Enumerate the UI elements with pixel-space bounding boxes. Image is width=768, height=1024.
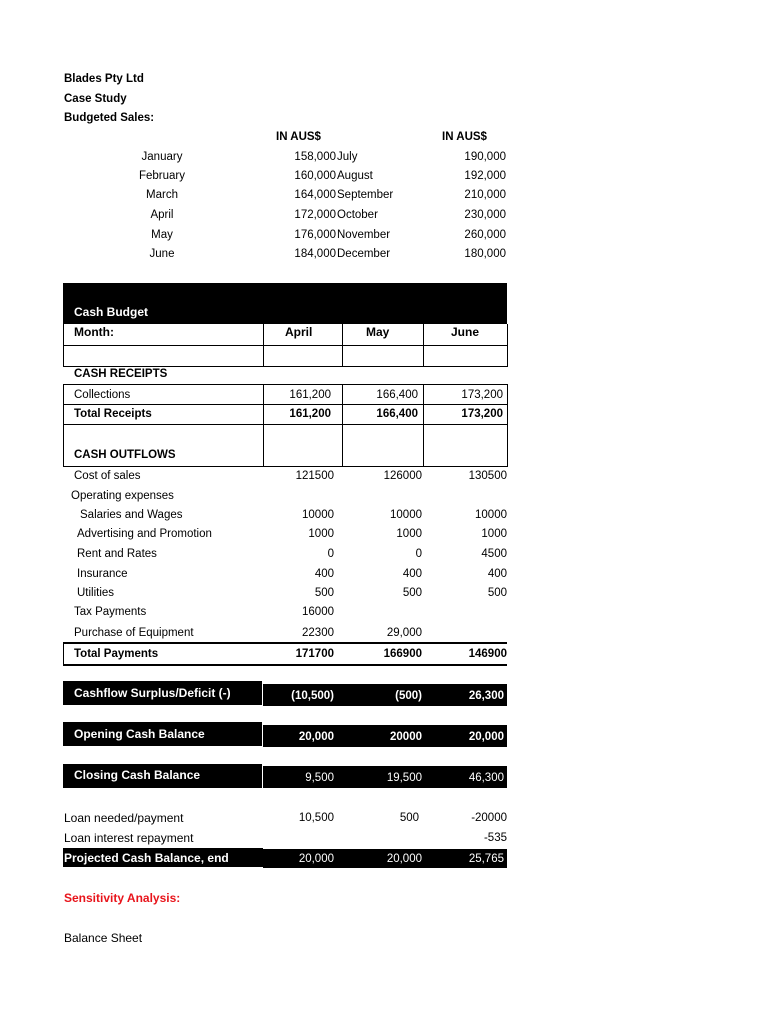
grid-line bbox=[342, 324, 343, 367]
cash-outflows-heading: CASH OUTFLOWS bbox=[74, 449, 176, 461]
closing-may: 19,500 bbox=[386, 772, 422, 784]
total-receipts-june: 173,200 bbox=[461, 408, 503, 420]
loan-label: Loan needed/payment bbox=[64, 811, 184, 825]
grid-line bbox=[63, 424, 507, 425]
projected-june: 25,765 bbox=[468, 853, 504, 865]
utilities-may: 500 bbox=[402, 587, 422, 599]
interest-label: Loan interest repayment bbox=[64, 831, 194, 845]
sales-value: 172,000 bbox=[294, 209, 336, 221]
advertising-may: 1000 bbox=[396, 528, 422, 540]
sales-month: September bbox=[337, 189, 394, 201]
surplus-april: (10,500) bbox=[291, 690, 334, 702]
grid-line bbox=[63, 404, 507, 405]
collections-june: 173,200 bbox=[461, 389, 503, 401]
sales-value: 230,000 bbox=[464, 209, 506, 221]
salaries-june: 10000 bbox=[475, 509, 507, 521]
advertising-label: Advertising and Promotion bbox=[77, 528, 212, 540]
opening-june: 20,000 bbox=[468, 731, 504, 743]
grid-line bbox=[63, 466, 507, 467]
sales-value: 164,000 bbox=[294, 189, 336, 201]
month-label: Month: bbox=[74, 325, 114, 339]
cost-of-sales-label: Cost of sales bbox=[74, 470, 141, 482]
utilities-june: 500 bbox=[487, 587, 507, 599]
rent-april: 0 bbox=[327, 548, 334, 560]
equipment-label: Purchase of Equipment bbox=[74, 627, 194, 639]
total-payments-left-border bbox=[63, 642, 64, 666]
sales-value: 160,000 bbox=[294, 170, 336, 182]
sales-month: January bbox=[141, 151, 183, 163]
opening-april: 20,000 bbox=[298, 731, 334, 743]
month-header-may: May bbox=[366, 325, 390, 339]
sales-month: March bbox=[146, 189, 178, 201]
grid-line bbox=[63, 384, 64, 467]
total-payments-june: 146900 bbox=[468, 648, 507, 660]
loan-april: 10,500 bbox=[298, 812, 334, 824]
equipment-may: 29,000 bbox=[386, 627, 422, 639]
loan-may: 500 bbox=[399, 812, 419, 824]
equipment-april: 22300 bbox=[302, 627, 334, 639]
rent-label: Rent and Rates bbox=[77, 548, 157, 560]
grid-line bbox=[263, 324, 264, 367]
grid-line bbox=[63, 345, 507, 346]
closing-april: 9,500 bbox=[305, 772, 334, 784]
sales-value: 190,000 bbox=[464, 151, 506, 163]
total-receipts-label: Total Receipts bbox=[74, 408, 152, 420]
currency-label-right: IN AUS$ bbox=[442, 131, 487, 143]
sales-month: August bbox=[337, 170, 373, 182]
utilities-april: 500 bbox=[314, 587, 334, 599]
surplus-june: 26,300 bbox=[468, 690, 504, 702]
grid-line bbox=[507, 324, 508, 367]
cash-receipts-heading: CASH RECEIPTS bbox=[74, 368, 168, 380]
operating-expenses-label: Operating expenses bbox=[71, 490, 174, 502]
closing-label: Closing Cash Balance bbox=[74, 768, 201, 782]
balance-sheet-heading: Balance Sheet bbox=[64, 931, 143, 945]
sales-value: 210,000 bbox=[464, 189, 506, 201]
month-header-april: April bbox=[285, 325, 313, 339]
total-payments-april: 171700 bbox=[295, 648, 334, 660]
projected-april: 20,000 bbox=[298, 853, 334, 865]
total-payments-top-border bbox=[63, 642, 507, 644]
insurance-may: 400 bbox=[402, 568, 422, 580]
interest-june: -535 bbox=[483, 832, 507, 844]
sales-month: February bbox=[138, 170, 186, 182]
sensitivity-analysis-heading: Sensitivity Analysis: bbox=[64, 891, 181, 905]
sales-month: December bbox=[337, 248, 391, 260]
sales-month: May bbox=[151, 229, 173, 241]
sales-month: October bbox=[337, 209, 378, 221]
grid-line bbox=[507, 384, 508, 467]
rent-may: 0 bbox=[415, 548, 422, 560]
collections-label: Collections bbox=[74, 389, 131, 401]
case-study-label: Case Study bbox=[64, 93, 127, 105]
grid-line bbox=[423, 324, 424, 367]
opening-may: 20000 bbox=[390, 731, 422, 743]
advertising-june: 1000 bbox=[481, 528, 507, 540]
tax-april: 16000 bbox=[302, 606, 334, 618]
total-payments-may: 166900 bbox=[383, 648, 422, 660]
insurance-april: 400 bbox=[314, 568, 334, 580]
closing-june: 46,300 bbox=[468, 772, 504, 784]
sales-value: 184,000 bbox=[294, 248, 336, 260]
opening-label: Opening Cash Balance bbox=[74, 727, 205, 741]
sales-value: 176,000 bbox=[294, 229, 336, 241]
total-payments-bottom-border bbox=[63, 664, 507, 666]
utilities-label: Utilities bbox=[77, 587, 115, 599]
sales-value: 158,000 bbox=[294, 151, 336, 163]
month-header-june: June bbox=[451, 325, 480, 339]
rent-june: 4500 bbox=[481, 548, 507, 560]
currency-label-left: IN AUS$ bbox=[276, 131, 321, 143]
projected-may: 20,000 bbox=[386, 853, 422, 865]
cost-of-sales-may: 126000 bbox=[383, 470, 422, 482]
surplus-label: Cashflow Surplus/Deficit (-) bbox=[74, 686, 231, 700]
cash-budget-title: Cash Budget bbox=[74, 305, 149, 319]
total-payments-label: Total Payments bbox=[74, 648, 159, 660]
sales-month: April bbox=[150, 209, 174, 221]
salaries-label: Salaries and Wages bbox=[80, 509, 183, 521]
projected-label: Projected Cash Balance, end bbox=[64, 851, 229, 865]
collections-may: 166,400 bbox=[376, 389, 418, 401]
advertising-april: 1000 bbox=[308, 528, 334, 540]
surplus-may: (500) bbox=[395, 690, 422, 702]
sales-month: June bbox=[149, 248, 175, 260]
cost-of-sales-april: 121500 bbox=[295, 470, 334, 482]
cost-of-sales-june: 130500 bbox=[468, 470, 507, 482]
company-name: Blades Pty Ltd bbox=[64, 73, 144, 85]
sales-month: November bbox=[337, 229, 391, 241]
insurance-june: 400 bbox=[487, 568, 507, 580]
loan-june: -20000 bbox=[471, 812, 507, 824]
grid-line bbox=[63, 324, 64, 367]
salaries-april: 10000 bbox=[302, 509, 334, 521]
collections-april: 161,200 bbox=[289, 389, 331, 401]
sales-month: July bbox=[337, 151, 358, 163]
budgeted-sales-label: Budgeted Sales: bbox=[64, 112, 155, 124]
total-receipts-may: 166,400 bbox=[376, 408, 418, 420]
salaries-may: 10000 bbox=[390, 509, 422, 521]
grid-line bbox=[63, 384, 507, 385]
sales-value: 180,000 bbox=[464, 248, 506, 260]
insurance-label: Insurance bbox=[77, 568, 128, 580]
tax-label: Tax Payments bbox=[74, 606, 147, 618]
total-receipts-april: 161,200 bbox=[289, 408, 331, 420]
sales-value: 192,000 bbox=[464, 170, 506, 182]
sales-value: 260,000 bbox=[464, 229, 506, 241]
